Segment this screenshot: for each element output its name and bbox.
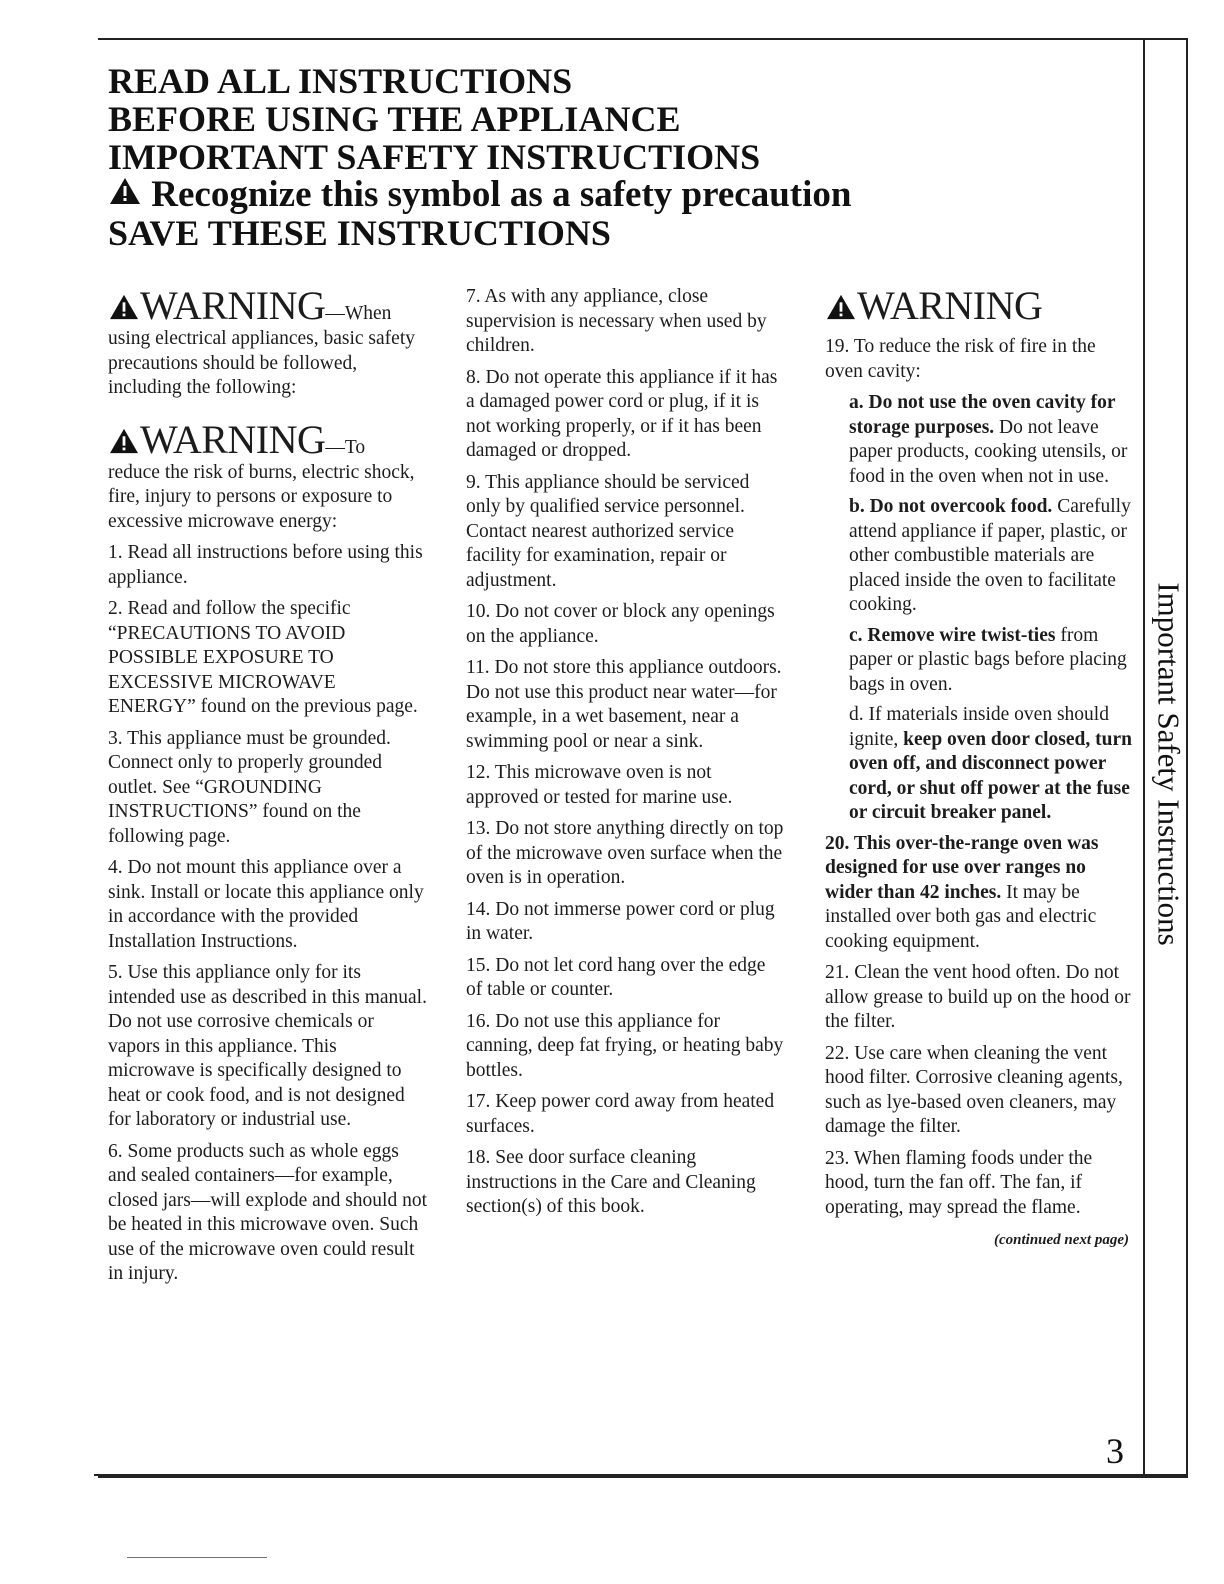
- header-line-4: [108, 176, 1108, 214]
- list-item: 2. Read and follow the specific “PRECAUTIONS TO AVOID POSSIBLE EXPOSURE TO EXCESSIVE MICROWAVE ENERGY” found on the previous page.: [108, 598, 418, 717]
- list-item: 15. Do not let cord hang over the edge of table or counter.: [466, 954, 766, 1000]
- warning-heading: WARNING: [857, 283, 1043, 328]
- warning-lead: —When: [325, 303, 392, 324]
- warning-block-2: [108, 416, 428, 535]
- warning-heading: WARNING: [140, 283, 326, 328]
- list-item: 16. Do not use this appliance for canning, deep fat frying, or heating baby bottles.: [466, 1010, 784, 1081]
- sub-item-c: [849, 624, 1137, 698]
- list-item: 1. Read all instructions before using this appliance.: [108, 542, 423, 588]
- side-title-text: Important Safety Instructions: [1152, 582, 1187, 946]
- list-item: 18. See door surface cleaning instructions in the Care and Cleaning section(s) of this book.: [466, 1147, 756, 1217]
- list-item: 11. Do not store this appliance outdoors. Do not use this product near water—for example, in a wet basement, near a swimming pool or near a sink.: [466, 657, 782, 752]
- continued-note: (continued next page): [994, 1232, 1129, 1248]
- sub-c-rest: from paper or plastic bags before placing bags in oven.: [849, 624, 1127, 695]
- header-line-2: BEFORE USING THE APPLIANCE: [108, 99, 681, 139]
- list-item: 8. Do not operate this appliance if it has a damaged power cord or plug, if it is not working properly, or if it has been damaged or dropped.: [466, 366, 778, 461]
- list-item: 9. This appliance should be serviced only by qualified service personnel. Contact nearest authorized service facility for examination, repair or adjustment.: [466, 471, 750, 591]
- warning-lead: —To: [325, 436, 366, 458]
- sub-item-d: [849, 703, 1137, 826]
- list-item: 4. Do not mount this appliance over a sink. Install or locate this appliance only in accordance with the provided Installation Instructions.: [108, 857, 424, 952]
- side-section-title: [1152, 534, 1186, 994]
- warning-block-1: [108, 285, 428, 401]
- list-item: 6. Some products such as whole eggs and sealed containers—for example, closed jars—will explode and should not be heated in this microwave oven. Such use of the microwave oven could result in injury.: [108, 1140, 427, 1284]
- warning-block-3: [825, 285, 1137, 327]
- list-item-20: [825, 832, 1137, 955]
- side-divider: [1143, 38, 1145, 1478]
- sub-item-a: [849, 391, 1137, 489]
- sub-a-bold: a. Do not use the oven cavity for storage purposes.: [849, 392, 1116, 438]
- list-item: 3. This appliance must be grounded. Connect only to properly grounded outlet. See “GROUNDING INSTRUCTIONS” found on the following page.: [108, 727, 391, 847]
- warning-triangle-icon: [108, 176, 142, 206]
- list-item-23: 23. When flaming foods under the hood, turn the fan off. The fan, if operating, may spread the flame.: [825, 1147, 1093, 1218]
- warning-triangle-icon: [108, 293, 140, 321]
- warning-triangle-icon: [108, 427, 140, 455]
- sub-d-bold: keep oven door closed, turn oven off, and disconnect power cord, or shut off power at the fuse or circuit breaker panel.: [849, 728, 1132, 823]
- safety-symbol-text: Recognize this symbol as a safety precaution: [151, 174, 852, 215]
- warning-text: using electrical appliances, basic safety precautions should be followed, including the following:: [108, 328, 415, 398]
- list-item: 14. Do not immerse power cord or plug in water.: [466, 898, 775, 944]
- column-2: [466, 285, 786, 1227]
- scan-artifact-line: [127, 1557, 267, 1558]
- column-1: [108, 285, 428, 1294]
- sub-b-rest: Carefully attend appliance if paper, plastic, or other combustible materials are placed inside the oven to facilitate cooking.: [849, 496, 1131, 615]
- header-line-5: SAVE THESE INSTRUCTIONS: [108, 213, 611, 253]
- list-item-21: 21. Clean the vent hood often. Do not allow grease to build up on the hood or the filter.: [825, 962, 1131, 1032]
- sub-c-bold: c. Remove wire twist-ties: [849, 624, 1056, 646]
- page-header: [108, 62, 1108, 252]
- list-item: 5. Use this appliance only for its intended use as described in this manual. Do not use corrosive chemicals or vapors in this appliance. This microwave is specifically designed to heat or cook food, and is not designed for laboratory or industrial use.: [108, 962, 427, 1130]
- header-line-1: READ ALL INSTRUCTIONS: [108, 61, 573, 101]
- bottom-rule: [94, 1474, 1188, 1476]
- sub-item-b: [849, 495, 1137, 618]
- list-item-22: 22. Use care when cleaning the vent hood filter. Corrosive cleaning agents, such as lye-based oven cleaners, may damage the filter.: [825, 1042, 1123, 1137]
- item-20-start: 20. This over-the-range oven was designed for use over ranges no wider than 42 inches.: [825, 832, 1099, 903]
- item-20-rest: It may be installed over both gas and electric cooking equipment.: [825, 881, 1097, 952]
- sub-a-rest: Do not leave paper products, cooking utensils, or food in the oven when not in use.: [849, 416, 1128, 487]
- list-item: 10. Do not cover or block any openings on the appliance.: [466, 601, 775, 647]
- page-number: 3: [1106, 1431, 1124, 1471]
- warning-text: reduce the risk of burns, electric shock, fire, injury to persons or exposure to excessive microwave energy:: [108, 461, 415, 532]
- warning-triangle-icon: [825, 293, 857, 321]
- header-line-3: IMPORTANT SAFETY INSTRUCTIONS: [108, 137, 761, 177]
- sub-b-bold: b. Do not overcook food.: [849, 496, 1053, 517]
- list-item: 7. As with any appliance, close supervision is necessary when used by children.: [466, 286, 767, 356]
- list-item: 13. Do not store anything directly on top of the microwave oven surface when the oven is in operation.: [466, 818, 784, 888]
- column-3: [825, 285, 1137, 1253]
- list-item: 17. Keep power cord away from heated surfaces.: [466, 1091, 775, 1137]
- sub-d-start: d. If materials inside oven should ignite,: [849, 704, 1109, 750]
- item-19-text: 19. To reduce the risk of fire in the oven cavity:: [825, 336, 1096, 382]
- warning-heading: WARNING: [140, 416, 326, 462]
- list-item-19: [825, 335, 1137, 384]
- list-item: 12. This microwave oven is not approved or tested for marine use.: [466, 762, 733, 808]
